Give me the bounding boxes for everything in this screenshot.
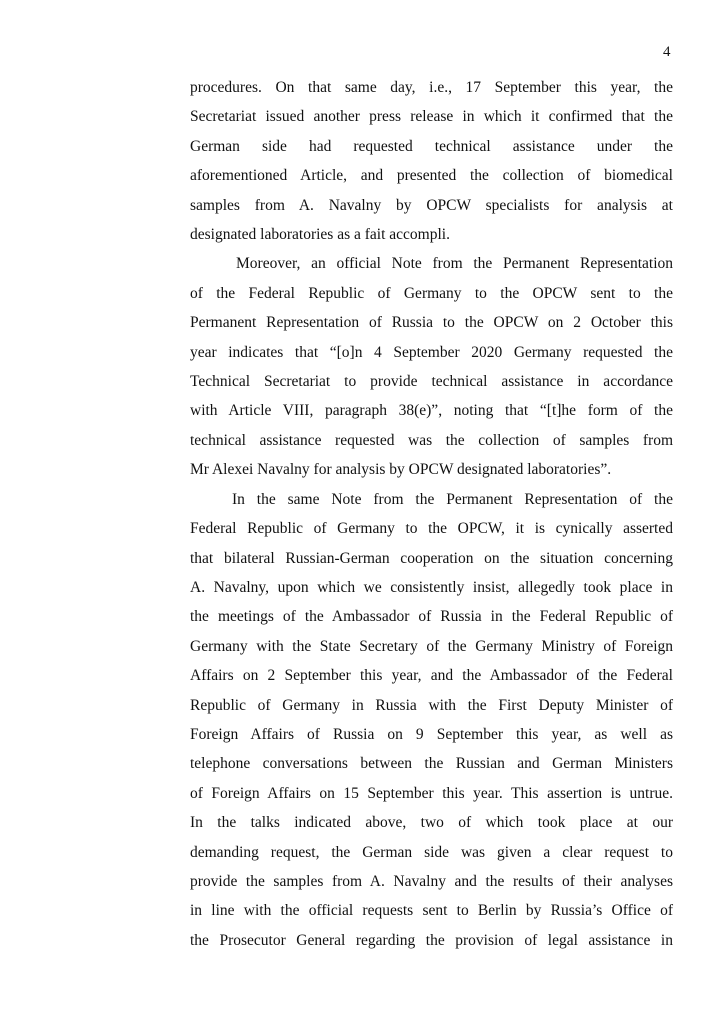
text-line: that bilateral Russian-German cooperation on the situation concerning	[190, 549, 673, 567]
text-line: samples from A. Navalny by OPCW specialists for analysis at	[190, 196, 673, 214]
text-line: Federal Republic of Germany to the OPCW, it is cynically asserted	[190, 520, 673, 538]
text-line: In the same Note from the Permanent Representation of the	[232, 490, 673, 508]
text-line: of the Federal Republic of Germany to the OPCW sent to the	[190, 284, 673, 302]
text-line: Moreover, an official Note from the Permanent Representation	[236, 255, 673, 273]
text-line: Permanent Representation of Russia to the OPCW on 2 October this	[190, 314, 673, 332]
body-text	[190, 73, 673, 955]
text-line: A. Navalny, upon which we consistently insist, allegedly took place in	[190, 578, 673, 596]
text-line: Technical Secretariat to provide technical assistance in accordance	[190, 373, 673, 391]
text-line: In the talks indicated above, two of which took place at our	[190, 814, 673, 832]
text-line: Secretariat issued another press release in which it confirmed that the	[190, 108, 673, 126]
text-line: technical assistance requested was the collection of samples from	[190, 431, 673, 449]
text-line: demanding request, the German side was given a clear request to	[190, 843, 673, 861]
text-line: Germany with the State Secretary of the Germany Ministry of Foreign	[190, 637, 673, 655]
text-line: in line with the official requests sent to Berlin by Russia’s Office of	[190, 902, 673, 920]
text-line: Republic of Germany in Russia with the First Deputy Minister of	[190, 696, 673, 714]
paragraph-3	[190, 485, 673, 956]
text-line: of Foreign Affairs on 15 September this year. This assertion is untrue.	[190, 784, 673, 802]
page-number: 4	[663, 44, 671, 60]
text-line: Foreign Affairs of Russia on 9 September this year, as well as	[190, 725, 673, 743]
text-line: telephone conversations between the Russian and German Ministers	[190, 755, 673, 773]
text-line: German side had requested technical assistance under the	[190, 137, 673, 155]
text-line: provide the samples from A. Navalny and the results of their analyses	[190, 872, 673, 890]
text-line: the meetings of the Ambassador of Russia in the Federal Republic of	[190, 608, 673, 626]
text-line: procedures. On that same day, i.e., 17 September this year, the	[190, 79, 673, 96]
text-line: Affairs on 2 September this year, and the Ambassador of the Federal	[190, 667, 673, 685]
text-line: year indicates that “[o]n 4 September 2020 Germany requested the	[190, 343, 673, 361]
text-line: designated laboratories as a fait accompli.	[190, 226, 450, 244]
text-line: aforementioned Article, and presented the collection of biomedical	[190, 167, 673, 185]
text-line: the Prosecutor General regarding the provision of legal assistance in	[190, 931, 673, 949]
paragraph-1	[190, 73, 673, 249]
paragraph-2	[190, 249, 673, 484]
text-line: with Article VIII, paragraph 38(e)”, noting that “[t]he form of the	[190, 402, 673, 420]
text-line: Mr Alexei Navalny for analysis by OPCW designated laboratories”.	[190, 461, 612, 479]
